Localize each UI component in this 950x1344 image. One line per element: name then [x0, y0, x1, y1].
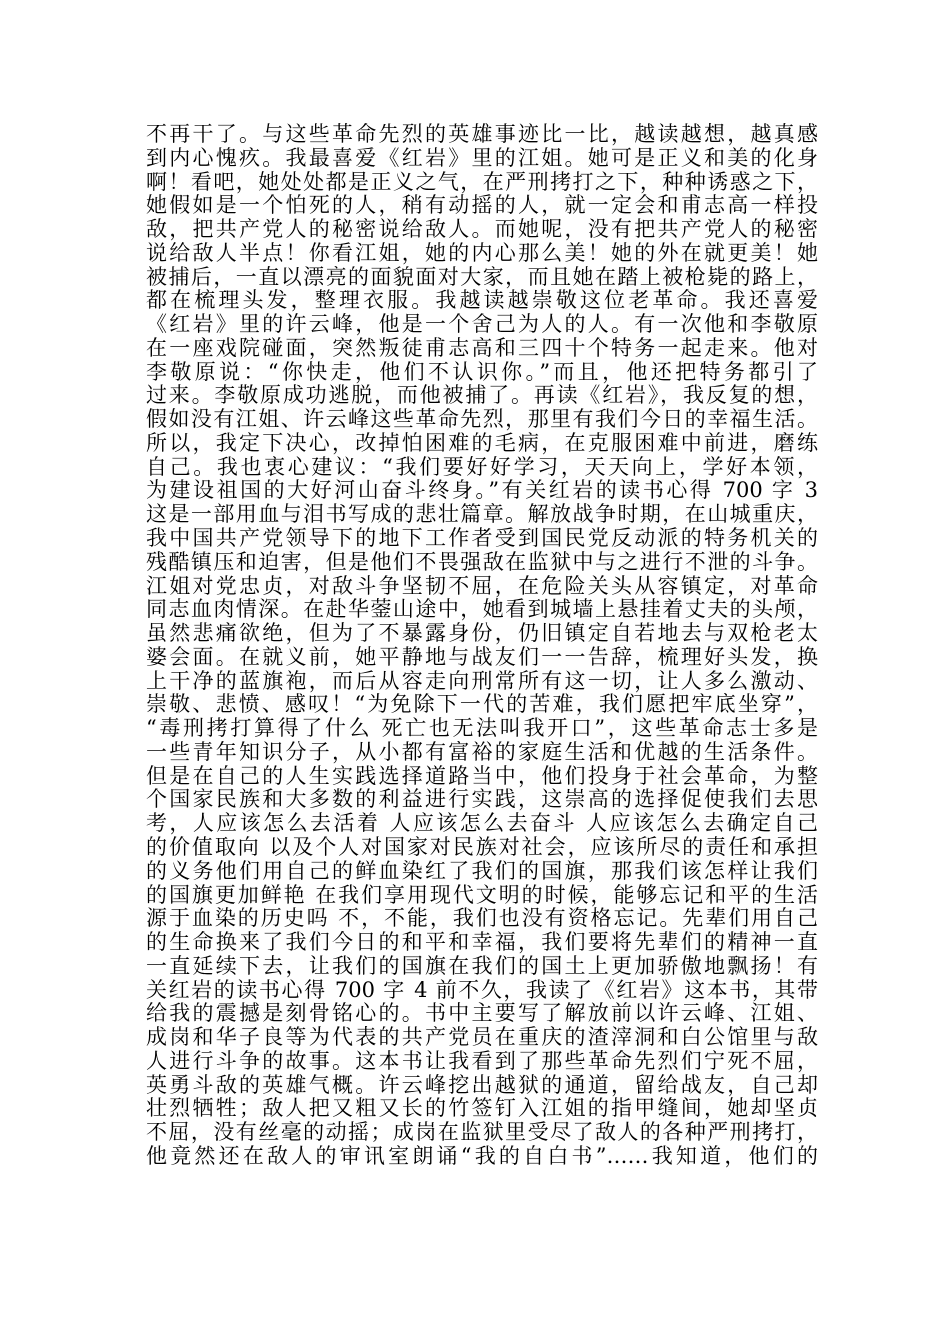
- text-line: 过来。李敬原成功逃脱，而他被捕了。再读《红岩》，我反复的想，: [146, 384, 818, 408]
- text-line: 崇敬、悲愤、感叹！“为免除下一代的苦难，我们愿把牢底坐穿”，: [146, 693, 818, 717]
- text-line: 虽然悲痛欲绝，但为了不暴露身份，仍旧镇定自若地去与双枪老太: [146, 622, 818, 646]
- text-line: 啊！看吧，她处处都是正义之气，在严刑拷打之下，种种诱惑之下，: [146, 170, 818, 194]
- text-line: 个国家民族和大多数的利益进行实践，这崇高的选择促使我们去思: [146, 788, 818, 812]
- text-line: 说给敌人半点！你看江姐，她的内心那么美！她的外在就更美！她: [146, 241, 818, 265]
- text-line: 一直延续下去，让我们的国旗在我们的国土上更加骄傲地飘扬！有: [146, 954, 818, 978]
- text-line: 敌，把共产党人的秘密说给敌人。而她呢，没有把共产党人的秘密: [146, 218, 818, 242]
- text-line: 假如没有江姐、许云峰这些革命先烈，那里有我们今日的幸福生活。: [146, 408, 818, 432]
- text-line: 源于血染的历史吗 不，不能，我们也没有资格忘记。先辈们用自己: [146, 907, 818, 931]
- text-line: 给我的震撼是刻骨铭心的。书中主要写了解放前以许云峰、江姐、: [146, 1002, 818, 1026]
- text-line: 成岗和华子良等为代表的共产党员在重庆的渣滓洞和白公馆里与敌: [146, 1026, 818, 1050]
- text-line: 《红岩》里的许云峰，他是一个舍己为人的人。有一次他和李敬原: [146, 313, 818, 337]
- text-line: 残酷镇压和迫害，但是他们不畏强敌在监狱中与之进行不泄的斗争。: [146, 550, 818, 574]
- text-line: “毒刑拷打算得了什么 死亡也无法叫我开口”，这些革命志士多是: [146, 717, 818, 741]
- text-line: 的国旗更加鲜艳 在我们享用现代文明的时候，能够忘记和平的生活: [146, 883, 818, 907]
- text-line: 我中国共产党领导下的地下工作者受到国民党反动派的特务机关的: [146, 527, 818, 551]
- text-line: 同志血肉情深。在赴华蓥山途中，她看到城墙上悬挂着丈夫的头颅，: [146, 598, 818, 622]
- body-text: [146, 123, 818, 1169]
- text-line: 人进行斗争的故事。这本书让我看到了那些革命先烈们宁死不屈，: [146, 1049, 818, 1073]
- text-line: 但是在自己的人生实践选择道路当中，他们投身于社会革命，为整: [146, 764, 818, 788]
- text-line: 关红岩的读书心得 700 字 4 前不久，我读了《红岩》这本书，其带: [146, 978, 818, 1002]
- text-line: 不再干了。与这些革命先烈的英雄事迹比一比，越读越想，越真感: [146, 123, 818, 146]
- text-line: 他竟然还在敌人的审讯室朗诵“我的自白书”……我知道，他们的: [146, 1144, 818, 1168]
- text-line: 所以，我定下决心，改掉怕困难的毛病，在克服困难中前进，磨练: [146, 431, 818, 455]
- text-line: 的生命换来了我们今日的和平和幸福，我们要将先辈们的精神一直: [146, 931, 818, 955]
- text-line: 婆会面。在就义前，她平静地与战友们一一告辞，梳理好头发，换: [146, 645, 818, 669]
- text-line: 考，人应该怎么去活着 人应该怎么去奋斗 人应该怎么去确定自己: [146, 812, 818, 836]
- text-line: 江姐对党忠贞，对敌斗争坚韧不屈，在危险关头从容镇定，对革命: [146, 574, 818, 598]
- text-line: 被捕后，一直以漂亮的面貌面对大家，而且她在踏上被枪毙的路上，: [146, 265, 818, 289]
- text-line: 上干净的蓝旗袍，而后从容走向刑常所有这一切，让人多么激动、: [146, 669, 818, 693]
- text-line: 这是一部用血与泪书写成的悲壮篇章。解放战争时期，在山城重庆，: [146, 503, 818, 527]
- text-line: 壮烈牺牲；敌人把又粗又长的竹签钉入江姐的指甲缝间，她却坚贞: [146, 1097, 818, 1121]
- text-line: 李敬原说：“你快走，他们不认识你。”而且，他还把特务都引了: [146, 360, 818, 384]
- text-line: 到内心愧疚。我最喜爱《红岩》里的江姐。她可是正义和美的化身: [146, 146, 818, 170]
- text-line: 的义务他们用自己的鲜血染红了我们的国旗，那我们该怎样让我们: [146, 859, 818, 883]
- text-line: 在一座戏院碰面，突然叛徒甫志高和三四十个特务一起走来。他对: [146, 336, 818, 360]
- text-line: 她假如是一个怕死的人，稍有动摇的人，就一定会和甫志高一样投: [146, 194, 818, 218]
- text-line: 为建设祖国的大好河山奋斗终身。”有关红岩的读书心得 700 字 3: [146, 479, 818, 503]
- text-line: 一些青年知识分子，从小都有富裕的家庭生活和优越的生活条件。: [146, 740, 818, 764]
- text-line: 的价值取向 以及个人对国家对民族对社会，应该所尽的责任和承担: [146, 835, 818, 859]
- text-line: 自己。我也衷心建议：“我们要好好学习，天天向上，学好本领，: [146, 455, 818, 479]
- text-line: 英勇斗敌的英雄气概。许云峰挖出越狱的通道，留给战友，自己却: [146, 1073, 818, 1097]
- text-line: 不屈，没有丝毫的动摇；成岗在监狱里受尽了敌人的各种严刑拷打，: [146, 1121, 818, 1145]
- text-line: 都在梳理头发，整理衣服。我越读越崇敬这位老革命。我还喜爱: [146, 289, 818, 313]
